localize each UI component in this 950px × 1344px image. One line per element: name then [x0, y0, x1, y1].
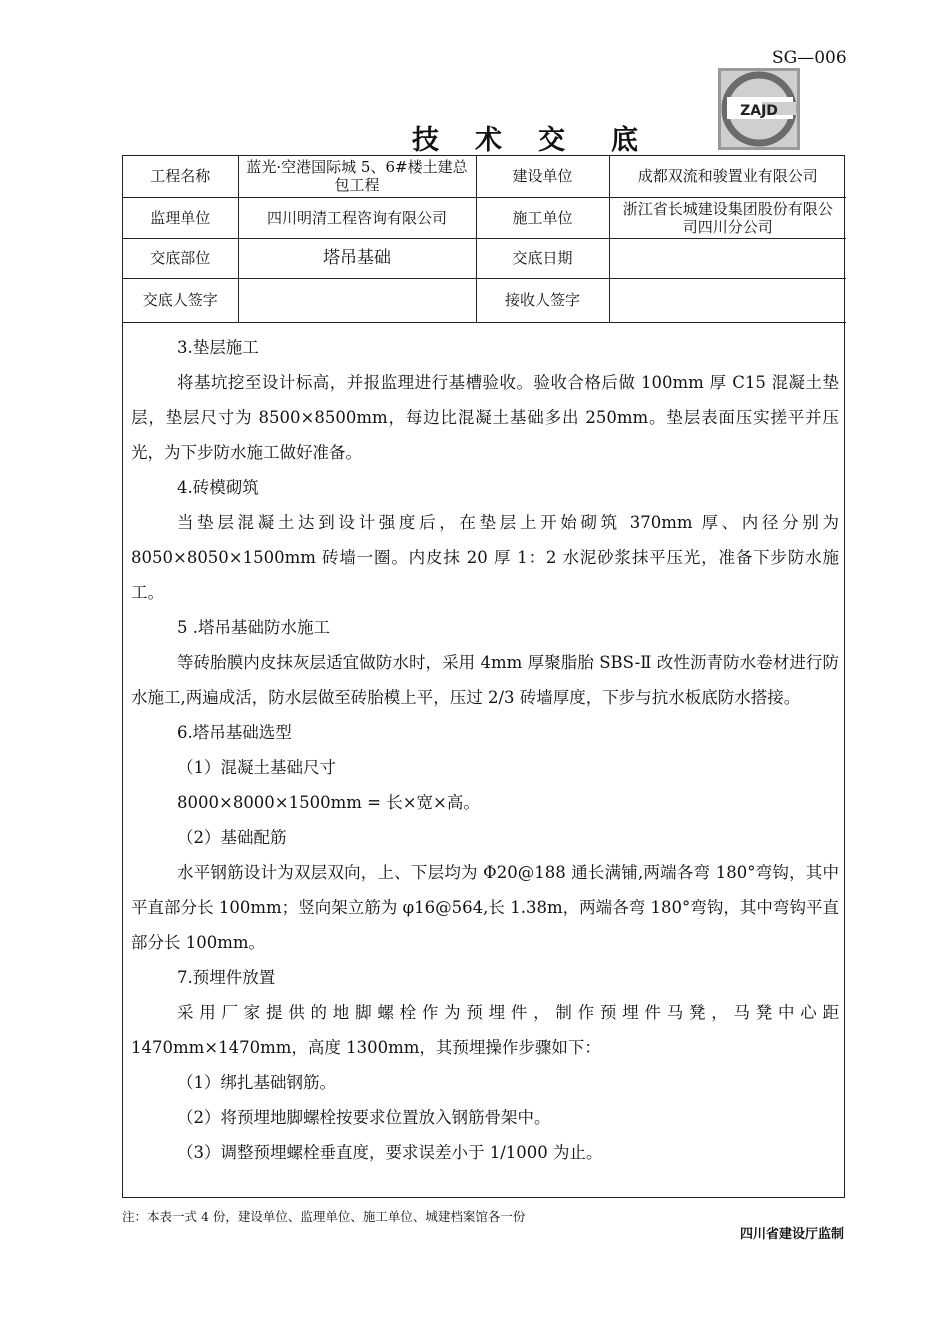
footnote: 注：本表一式 4 份，建设单位、监理单位、施工单位、城建档案馆各一份	[122, 1209, 526, 1224]
zajd-logo	[718, 68, 800, 150]
sub-heading: （2）基础配筋	[177, 828, 287, 847]
label-receiver-signature: 接收人签字	[476, 278, 609, 322]
disclosure-content	[131, 330, 839, 1170]
paragraph: 将基坑挖至设计标高，并报监理进行基槽验收。验收合格后做 100mm 厚 C15 混凝土垫层，垫层尺寸为 8500×8500mm，每边比混凝土基础多出 250mm。垫层表面压实搓平并压光，为下步防水施工做好准备。	[131, 373, 839, 462]
paragraph: 8000×8000×1500mm = 长×宽×高。	[177, 793, 480, 812]
paragraph: 当垫层混凝土达到设计强度后，在垫层上开始砌筑 370mm 厚、内径分别为 8050×8050×1500mm 砖墙一圈。内皮抹 20 厚 1：2 水泥砂浆抹平压光，准备下步防水施工。	[131, 513, 839, 602]
step-item: （3）调整预埋螺栓垂直度，要求误差小于 1/1000 为止。	[177, 1143, 603, 1162]
label-contractor: 施工单位	[476, 197, 609, 238]
label-discloser-signature: 交底人签字	[123, 278, 238, 322]
value-developer: 成都双流和骏置业有限公司	[609, 156, 846, 197]
value-location: 塔吊基础	[238, 238, 476, 278]
value-date	[609, 238, 846, 278]
paragraph: 采用厂家提供的地脚螺栓作为预埋件，制作预埋件马凳，马凳中心距 1470mm×1470mm，高度 1300mm，其预埋操作步骤如下：	[131, 1003, 839, 1057]
supervision-mark: 四川省建设厅监制	[740, 1227, 845, 1242]
label-developer: 建设单位	[476, 156, 609, 197]
value-contractor: 浙江省长城建设集团股份有限公司四川分公司	[609, 197, 846, 238]
logo-text: ZAJD	[740, 103, 778, 119]
section-heading: 4.砖模砌筑	[177, 478, 259, 497]
disclosure-form	[122, 155, 845, 1198]
paragraph: 水平钢筋设计为双层双向，上、下层均为 Φ20@188 通长满铺,两端各弯 180°弯钩，其中平直部分长 100mm；竖向架立筋为 φ16@564,长 1.38m，两端各弯 180°弯钩，其中弯钩平直部分长 100mm。	[131, 863, 839, 952]
section-heading: 7.预埋件放置	[177, 968, 276, 987]
label-date: 交底日期	[476, 238, 609, 278]
sub-heading: （1）混凝土基础尺寸	[177, 758, 336, 777]
label-supervisor-unit: 监理单位	[123, 197, 238, 238]
form-code: SG—006	[772, 48, 847, 68]
page-title: 技 术 交 底	[412, 125, 638, 156]
value-receiver-signature	[609, 278, 846, 322]
step-item: （2）将预埋地脚螺栓按要求位置放入钢筋骨架中。	[177, 1108, 551, 1127]
section-heading: 3.垫层施工	[177, 338, 259, 357]
value-supervisor-unit: 四川明清工程咨询有限公司	[238, 197, 476, 238]
label-location: 交底部位	[123, 238, 238, 278]
section-heading: 5 .塔吊基础防水施工	[177, 618, 330, 637]
section-heading: 6.塔吊基础选型	[177, 723, 292, 742]
value-project-name: 蓝光·空港国际城 5、6#楼土建总包工程	[238, 156, 476, 197]
label-project-name: 工程名称	[123, 156, 238, 197]
header-table	[123, 156, 846, 323]
paragraph: 等砖胎膜内皮抹灰层适宜做防水时，采用 4mm 厚聚脂胎 SBS-Ⅱ 改性沥青防水卷材进行防水施工,两遍成活，防水层做至砖胎模上平，压过 2/3 砖墙厚度，下步与抗水板底防水搭接。	[131, 653, 839, 707]
value-discloser-signature	[238, 278, 476, 322]
step-item: （1）绑扎基础钢筋。	[177, 1073, 336, 1092]
